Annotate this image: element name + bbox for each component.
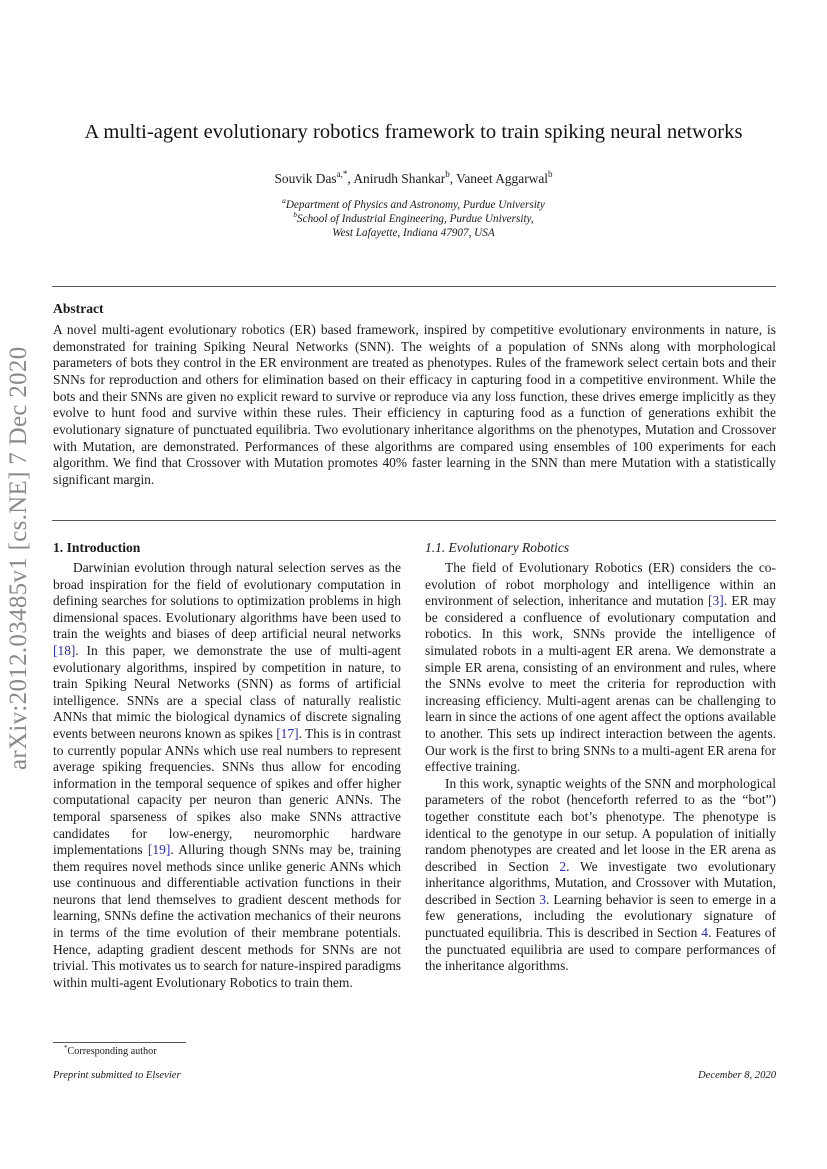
affiliation-text: School of Industrial Engineering, Purdue University, xyxy=(297,213,534,226)
footnote-mark: * xyxy=(64,1044,68,1052)
paragraph xyxy=(425,560,776,776)
paper-title: A multi-agent evolutionary robotics framework to train spiking neural networks xyxy=(84,121,743,143)
affiliation-line xyxy=(0,226,827,240)
section-heading-introduction: 1. Introduction xyxy=(53,540,141,555)
author-list: Souvik Das$^{a,*}$, Anirudh Shankar$^b$, Vaneet Aggarwal$^b$ xyxy=(274,169,553,186)
paragraph xyxy=(53,560,401,991)
affiliation-text: West Lafayette, Indiana 47907, USA xyxy=(332,227,495,240)
footnote xyxy=(64,1046,157,1057)
text-run: Darwinian evolution through natural selection serves as the broad inspiration for the field of evolutionary computation in defining searches for solutions to optimization problems in high dimensional spaces. Evolutionary algorithms have been used to train the weights and biases of deep artificial neural networks xyxy=(53,560,401,642)
citation-link[interactable]: [18] xyxy=(53,642,76,658)
footnote-rule xyxy=(53,1042,186,1043)
affiliation-line xyxy=(0,212,827,226)
author-affiliation-mark: b xyxy=(548,169,553,179)
text-run: . Learning behavior is seen to emerge in a few generations, including the evolutionary signature of punctuated equilibria. This is described in Section xyxy=(425,891,777,941)
footer-preprint-note: Preprint submitted to Elsevier xyxy=(53,1070,181,1081)
text-run: . ER may be considered a confluence of evolutionary computation and robotics. In this work, SNNs provide the intelligence of simulated robots in a multi-agent ER arena. We demonstrate a simple ER arena, consisting of an environment and rules, where the SNNs evolve to meet the criteria for reproduction with increasing efficiency. Multi-agent arenas can be challenging to learn in since the actions of one agent affect the options available to another. This sets up indirect interaction between the agents. Our work is the first to bring SNNs to a multi-agent ER arena for effective training. xyxy=(425,593,776,775)
footnote-text: Corresponding author xyxy=(67,1046,157,1057)
affiliation-mark: a xyxy=(282,196,286,205)
arxiv-sidebar-stamp: arXiv:2012.03485v1 [cs.NE] 7 Dec 2020 xyxy=(5,346,32,770)
introduction-body xyxy=(53,560,401,991)
author-affiliation-mark: b xyxy=(445,169,450,179)
footer-date: December 8, 2020 xyxy=(698,1070,776,1081)
affiliation-text: Department of Physics and Astronomy, Purdue University xyxy=(285,199,545,211)
abstract-heading: Abstract xyxy=(53,301,104,316)
section-ref-link[interactable]: 3 xyxy=(539,891,547,907)
paragraph xyxy=(425,776,776,975)
text-run: . In this paper, we demonstrate the use of multi-agent evolutionary algorithms, inspired by competition in nature, to train Spiking Neural Networks (SNN) as forms of artificial intelligence. SNNs are a special class of naturally realistic ANNs that mimic the biological dynamics of discrete signaling events between neurons known as spikes xyxy=(53,642,401,741)
author-name: Anirudh Shankar xyxy=(353,171,446,186)
author-affiliation-mark: a,* xyxy=(336,169,348,179)
abstract-body: A novel multi-agent evolutionary robotics (ER) based framework, inspired by competitive evolutionary environments in nature, is demonstrated for training Spiking Neural Networks (SNN). The weights of a population of SNNs along with morphological parameters of bots they control in the ER environment are treated as phenotypes. Rules of the framework select certain bots and their SNNs for reproduction and others for elimination based on their efficacy in capturing food in a competitive environment. While the bots and their SNNs are given no explicit reward to survive or reproduce via any loss function, these drives emerge implicitly as they evolve to hunt food and survive within these rules. Their efficiency in capturing food as a function of generations exhibit the evolutionary signature of punctuated equilibria. Two evolutionary inheritance algorithms on the phenotypes, Mutation and Crossover with Mutation, are demonstrated. Performances of these algorithms are compared using ensembles of 100 experiments for each algorithm. We find that Crossover with Mutation promotes 40% faster learning in the SNN than mere Mutation with a statistically significant margin. xyxy=(53,322,776,487)
text-run: The field of Evolutionary Robotics (ER) considers the co-evolution of robot morphology and intelligence within an environment of selection, inheritance and mutation xyxy=(425,560,776,609)
affiliation-mark: b xyxy=(293,210,298,220)
citation-link[interactable]: [17] xyxy=(276,725,299,741)
text-run: . Alluring though SNNs may be, training them requires novel methods since unlike generic ANNs which use continuous and differentiable activation functions in their neurons that lend themselves to gradient descent methods for learning, SNNs define the activation mechanics of their neurons in terms of the time evolution of their membrane potentials. Hence, adapting gradient descent methods for SNNs are not trivial. This motivates us to search for nature-inspired paradigms within multi-agent Evolutionary Robotics to train them. xyxy=(53,842,401,990)
author-name: Vaneet Aggarwal xyxy=(456,171,548,186)
abstract-bottom-rule xyxy=(52,520,776,521)
text-run: . This is in contrast to currently popular ANNs which use real numbers to represent average spiking frequencies. SNNs thus allow for encoding information in the temporal sequence of spikes and offer higher computational capacity per neuron than generic ANNs. The temporal sparseness of spikes also make SNNs attractive candidates for low-energy, neuromorphic hardware implementations xyxy=(53,725,401,858)
affiliation-line xyxy=(0,198,827,212)
evolutionary-robotics-body xyxy=(425,560,776,975)
citation-link[interactable]: [3] xyxy=(708,593,724,609)
section-ref-link[interactable]: 2 xyxy=(559,858,567,874)
abstract-top-rule xyxy=(52,286,776,287)
author-name: Souvik Das xyxy=(274,171,337,186)
subsection-heading-evolutionary-robotics: 1.1. Evolutionary Robotics xyxy=(425,540,570,555)
affiliations xyxy=(0,198,827,241)
section-ref-link[interactable]: 4 xyxy=(701,925,709,941)
text-run: . Features of the punctuated equilibria are used to compare performances of the inheritance algorithms. xyxy=(425,925,776,974)
citation-link[interactable]: [19] xyxy=(147,842,171,858)
text-run: . We investigate two evolutionary inheritance algorithms, Mutation, and Crossover with Mutation, described in Section xyxy=(425,858,776,907)
text-run: In this work, synaptic weights of the SNN and morphological parameters of the robot (henceforth referred to as the “bot”) together constitute each bot’s phenotype. The phenotype is identical to the genotype in our setup. A population of initially random phenotypes are created and let loose in the ER arena as described in Section xyxy=(425,775,776,874)
